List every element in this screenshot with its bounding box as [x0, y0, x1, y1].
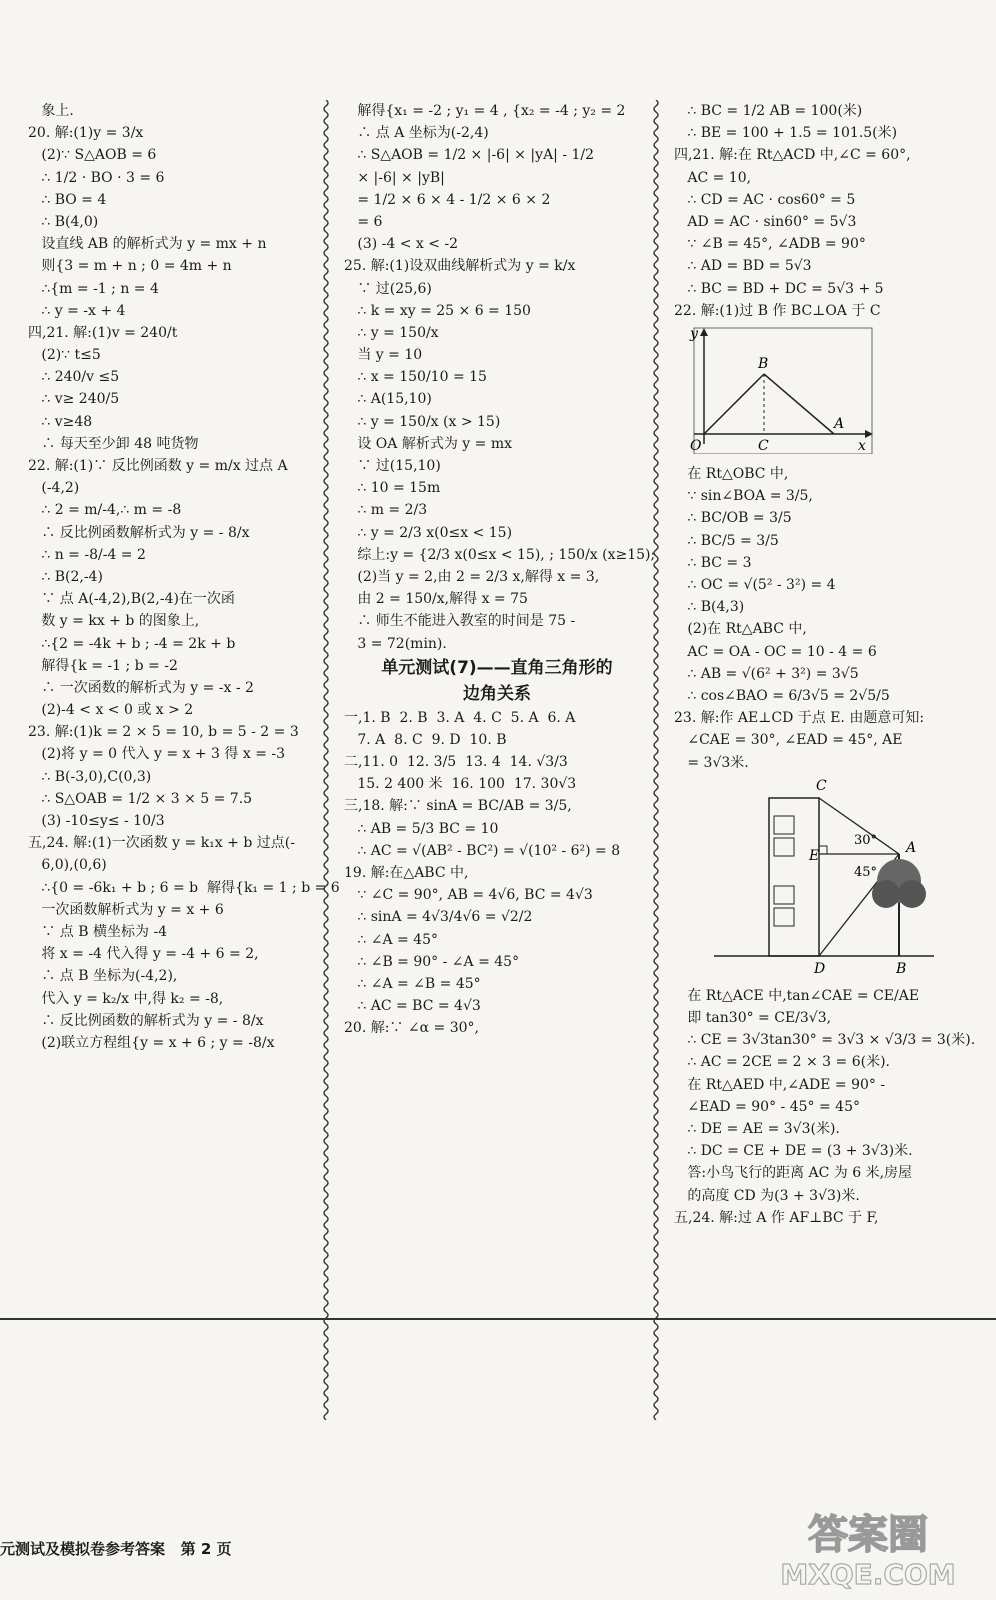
answer-line: ∵ sin∠BOA = 3/5, — [674, 488, 813, 505]
answer-line: ∴{2 = -4k + b ; -4 = 2k + b — [28, 635, 236, 652]
watermark-logo — [758, 1500, 978, 1590]
answer-line: (-4,2) — [28, 480, 80, 497]
answer-line: 22. 解:(1)∵ 反比例函数 y = m/x 过点 A — [28, 458, 288, 474]
answer-line: ∴ k = xy = 25 × 6 = 150 — [344, 302, 531, 319]
answer-line: (2)当 y = 2,由 2 = 2/3 x,解得 x = 3, — [344, 568, 600, 585]
horizontal-rule — [0, 1318, 996, 1320]
answer-line: ∴ y = 150/x — [344, 324, 439, 341]
answer-line: ∴ BO = 4 — [28, 191, 107, 208]
answer-line: 19. 解:在△ABC 中, — [344, 865, 469, 881]
answer-line: ∴ sinA = 4√3/4√6 = √2/2 — [344, 909, 533, 926]
answer-line: 20. 解:(1)y = 3/x — [28, 125, 144, 142]
answer-line: ∵ 过(15,10) — [344, 458, 441, 474]
coordinate-graph — [674, 324, 874, 454]
answer-line: ∴ AD = BD = 5√3 — [674, 258, 812, 275]
answer-line: ∴ B(4,0) — [28, 213, 99, 230]
answer-line: ∴ ∠A = 45° — [344, 931, 438, 948]
answer-line: 即 tan30° = CE/3√3, — [674, 1010, 832, 1027]
answer-line: 23. 解:(1)k = 2 × 5 = 10, b = 5 - 2 = 3 — [28, 724, 299, 741]
answer-line: 象上. — [28, 103, 74, 119]
answer-line: 解得{x₁ = -2 ; y₁ = 4 , {x₂ = -4 ; y₂ = 2 — [344, 103, 626, 119]
answer-line: 三,18. 解:∵ sinA = BC/AB = 3/5, — [344, 798, 572, 815]
graph-label-o: O — [690, 437, 702, 454]
answer-line: 二,11. 0 12. 3/5 13. 4 14. √3/3 — [344, 754, 568, 771]
answer-line: 数 y = kx + b 的图象上, — [28, 613, 200, 630]
column-divider-wavy — [651, 100, 661, 1420]
answer-column-middle — [344, 100, 656, 1390]
answer-column-left — [28, 100, 340, 1390]
answer-line: ∴ y = 150/x (x > 15) — [344, 413, 501, 430]
answer-line: ∠EAD = 90° - 45° = 45° — [674, 1098, 860, 1115]
column-divider-wavy — [321, 100, 331, 1420]
answer-line: ∴ 2 = m/-4,∴ m = -8 — [28, 502, 182, 519]
answer-line: 在 Rt△AED 中,∠ADE = 90° - — [674, 1076, 886, 1093]
answer-line: AC = OA - OC = 10 - 4 = 6 — [674, 643, 877, 660]
answer-line: 五,24. 解:(1)一次函数 y = k₁x + b 过点(- — [28, 835, 295, 852]
answer-line: 15. 2 400 米 16. 100 17. 30√3 — [344, 776, 577, 793]
answer-line: ∴ m = 2/3 — [344, 502, 428, 519]
answer-line: 6,0),(0,6) — [28, 857, 107, 874]
answer-line: ∴ AC = √(AB² - BC²) = √(10² - 6²) = 8 — [344, 842, 621, 859]
watermark-url: MXQE.COM — [780, 1558, 956, 1590]
answer-line: ∴ S△AOB = 1/2 × |-6| × |yA| - 1/2 — [344, 147, 595, 164]
answer-line: 的高度 CD 为(3 + 3√3)米. — [674, 1187, 860, 1204]
answer-line: 综上:y = {2/3 x(0≤x < 15), ; 150/x (x≥15); — [344, 546, 656, 563]
answer-line: ∴{m = -1 ; n = 4 — [28, 280, 159, 297]
graph-label-x: x — [858, 437, 866, 454]
watermark-text: 答案圈 — [808, 1512, 928, 1558]
answer-line: ∴ BC/OB = 3/5 — [674, 510, 792, 527]
answer-line: = 1/2 × 6 × 4 - 1/2 × 6 × 2 — [344, 191, 551, 208]
answer-line: ∴ 240/v ≤5 — [28, 369, 120, 386]
answer-line: ∠CAE = 30°, ∠EAD = 45°, AE — [674, 732, 903, 749]
answer-line: (2)在 Rt△ABC 中, — [674, 621, 807, 638]
answer-line: ∴ CE = 3√3tan30° = 3√3 × √3/3 = 3(米). — [674, 1032, 976, 1049]
answer-line: ∴ 点 B 坐标为(-4,2), — [28, 968, 178, 985]
graph-label-y: y — [690, 325, 698, 342]
answer-line: 一,1. B 2. B 3. A 4. C 5. A 6. A — [344, 709, 576, 726]
answer-line: (2)∵ S△AOB = 6 — [28, 147, 157, 164]
answer-line: 23. 解:作 AE⊥CD 于点 E. 由题意可知: — [674, 710, 925, 727]
answer-line: ∴ AB = √(6² + 3²) = 3√5 — [674, 665, 859, 682]
answer-line: = 6 — [344, 213, 383, 230]
answer-line: ∵ 过(25,6) — [344, 280, 432, 297]
answer-line: ∴ 点 A 坐标为(-2,4) — [344, 125, 489, 142]
answer-line: ∴ y = 2/3 x(0≤x < 15) — [344, 524, 513, 541]
house-label-d: D — [814, 960, 826, 976]
answer-line: 在 Rt△ACE 中,tan∠CAE = CE/AE — [674, 987, 920, 1004]
answer-line: 在 Rt△OBC 中, — [674, 466, 789, 483]
answer-line: ∴ BC = BD + DC = 5√3 + 5 — [674, 280, 884, 297]
answer-line: ∴ 每天至少卸 48 吨货物 — [28, 435, 199, 452]
answer-line: AD = AC · sin60° = 5√3 — [674, 213, 857, 230]
section-title: 边角关系 — [463, 683, 531, 704]
answer-line: (2)联立方程组{y = x + 6 ; y = -8/x — [28, 1034, 275, 1051]
answer-line: ∴ 一次函数的解析式为 y = -x - 2 — [28, 679, 254, 696]
answer-line: ∴ AB = 5/3 BC = 10 — [344, 820, 499, 837]
answer-line: ∴ OC = √(5² - 3²) = 4 — [674, 577, 836, 594]
answer-line: 四,21. 解:在 Rt△ACD 中,∠C = 60°, — [674, 147, 911, 164]
answer-line: ∴ 1/2 · BO · 3 = 6 — [28, 169, 165, 186]
answer-line: 由 2 = 150/x,解得 x = 75 — [344, 591, 528, 608]
answer-line: ∴ B(4,3) — [674, 599, 745, 616]
answer-line: ∴ x = 150/10 = 15 — [344, 369, 487, 386]
answer-line: ∴ v≥ 240/5 — [28, 391, 120, 408]
answer-line: ∴ AC = BC = 4√3 — [344, 998, 481, 1015]
answer-line: 代入 y = k₂/x 中,得 k₂ = -8, — [28, 990, 224, 1007]
answer-line: ∴ 师生不能进入教室的时间是 75 - — [344, 613, 576, 630]
angle-label-45: 45° — [854, 864, 878, 880]
answer-line: ∴ ∠B = 90° - ∠A = 45° — [344, 953, 520, 970]
answer-line: AC = 10, — [674, 169, 752, 186]
answer-line: ∴ BE = 100 + 1.5 = 101.5(米) — [674, 125, 898, 142]
answer-line: ∴ 反比例函数的解析式为 y = - 8/x — [28, 1012, 264, 1029]
answer-line: ∵ 点 A(-4,2),B(2,-4)在一次函 — [28, 591, 235, 608]
page-footer: 元测试及模拟卷参考答案 第 2 页 — [0, 1540, 232, 1558]
answer-line: × |-6| × |yB| — [344, 169, 445, 186]
answer-line: 五,24. 解:过 A 作 AF⊥BC 于 F, — [674, 1209, 879, 1226]
answer-line: ∴ 反比例函数解析式为 y = - 8/x — [28, 524, 250, 541]
answer-line: ∴ 10 = 15m — [344, 480, 441, 497]
answer-line: ∴ cos∠BAO = 6/3√5 = 2√5/5 — [674, 687, 890, 704]
answer-line: ∴ BC/5 = 3/5 — [674, 532, 779, 549]
answer-line: 22. 解:(1)过 B 作 BC⊥OA 于 C — [674, 302, 881, 319]
angle-label-30: 30° — [854, 832, 878, 848]
answer-line: 3 = 72(min). — [344, 635, 447, 652]
answer-line: 四,21. 解:(1)v = 240/t — [28, 324, 178, 341]
answer-line: = 3√3米. — [674, 754, 749, 771]
house-tree-diagram — [674, 776, 934, 976]
house-label-b: B — [896, 960, 907, 976]
house-label-c: C — [816, 777, 827, 794]
house-label-a: A — [906, 839, 917, 856]
answer-line: 当 y = 10 — [344, 347, 423, 364]
answer-line: 解得{k = -1 ; b = -2 — [28, 657, 178, 674]
answer-line: ∴ DE = AE = 3√3(米). — [674, 1121, 840, 1138]
graph-label-c: C — [758, 437, 769, 454]
answer-line: ∵ ∠C = 90°, AB = 4√6, BC = 4√3 — [344, 887, 593, 904]
graph-label-a: A — [834, 415, 845, 432]
answer-line: ∵ 点 B 横坐标为 -4 — [28, 923, 168, 940]
answer-line: ∴ v≥48 — [28, 413, 93, 430]
answer-line: ∴ S△OAB = 1/2 × 3 × 5 = 7.5 — [28, 790, 253, 807]
answer-line: ∴ B(-3,0),C(0,3) — [28, 768, 152, 785]
graph-label-b: B — [758, 355, 769, 372]
answer-line: 将 x = -4 代入得 y = -4 + 6 = 2, — [28, 946, 259, 963]
answer-line: (2)-4 < x < 0 或 x > 2 — [28, 702, 194, 719]
answer-line: ∴ BC = 3 — [674, 554, 752, 571]
answer-line: (2)∵ t≤5 — [28, 347, 101, 364]
answer-line: 7. A 8. C 9. D 10. B — [344, 731, 507, 748]
answer-line: 一次函数解析式为 y = x + 6 — [28, 901, 224, 918]
answer-line: 答:小鸟飞行的距离 AC 为 6 米,房屋 — [674, 1165, 913, 1182]
answer-line: ∴ ∠A = ∠B = 45° — [344, 975, 481, 992]
answer-line: ∴ DC = CE + DE = (3 + 3√3)米. — [674, 1143, 913, 1160]
answer-line: 设直线 AB 的解析式为 y = mx + n — [28, 236, 267, 253]
answer-line: ∴ BC = 1/2 AB = 100(米) — [674, 103, 863, 119]
answer-line: 20. 解:∵ ∠α = 30°, — [344, 1020, 479, 1037]
answer-line: 25. 解:(1)设双曲线解析式为 y = k/x — [344, 258, 576, 275]
section-title: 单元测试(7)——直角三角形的 — [381, 657, 613, 678]
answer-line: (2)将 y = 0 代入 y = x + 3 得 x = -3 — [28, 746, 286, 763]
answer-line: ∴ n = -8/-4 = 2 — [28, 546, 146, 563]
answer-line: ∴ B(2,-4) — [28, 568, 103, 585]
answer-line: 则{3 = m + n ; 0 = 4m + n — [28, 258, 232, 275]
answer-line: (3) -10≤y≤ - 10/3 — [28, 813, 165, 829]
answer-line: ∴ AC = 2CE = 2 × 3 = 6(米). — [674, 1054, 890, 1071]
house-label-e: E — [809, 847, 820, 864]
answer-line: ∴ CD = AC · cos60° = 5 — [674, 191, 856, 208]
answer-line: ∵ ∠B = 45°, ∠ADB = 90° — [674, 236, 866, 253]
answer-line: ∴ A(15,10) — [344, 391, 432, 408]
answer-line: 设 OA 解析式为 y = mx — [344, 435, 512, 452]
answer-line: (3) -4 < x < -2 — [344, 236, 459, 253]
answer-line: ∴ y = -x + 4 — [28, 302, 126, 319]
answer-line: ∴{0 = -6k₁ + b ; 6 = b 解得{k₁ = 1 ; b = 6 — [28, 879, 340, 896]
answer-column-right — [674, 100, 974, 1390]
